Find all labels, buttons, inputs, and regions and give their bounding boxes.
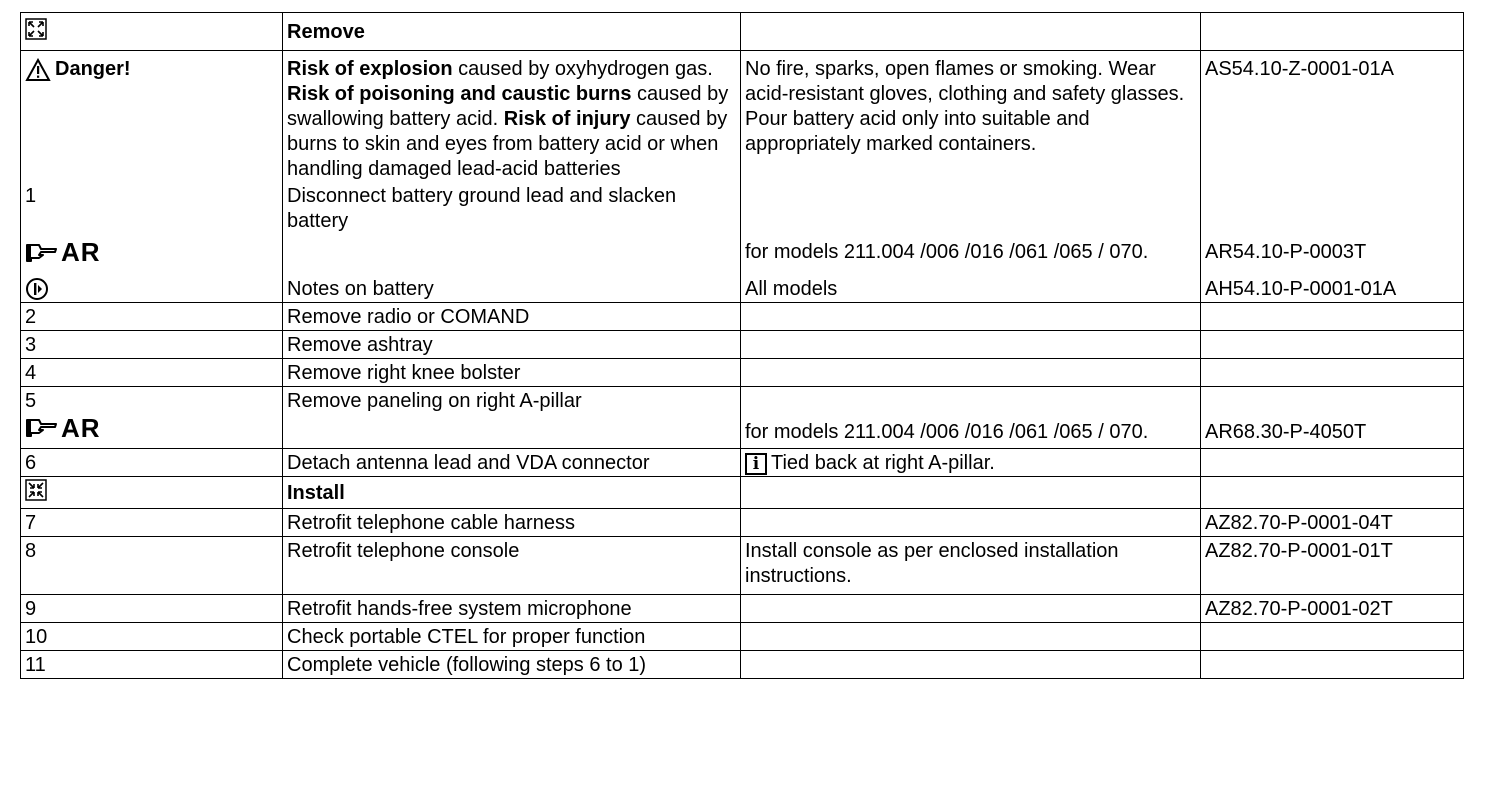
danger-label: Danger!	[25, 57, 131, 82]
step-number: 8	[21, 537, 283, 595]
step-note: Install console as per enclosed installation instructions.	[741, 537, 1201, 595]
step-text: Remove paneling on right A-pillar	[283, 386, 741, 414]
step-ref: AZ82.70-P-0001-02T	[1201, 595, 1464, 623]
install-symbol-cell	[21, 477, 283, 509]
step-ref: AZ82.70-P-0001-01T	[1201, 537, 1464, 595]
ar-row	[21, 234, 1464, 271]
table-row	[21, 595, 1464, 623]
step-text: Detach antenna lead and VDA connector	[283, 449, 741, 477]
remove-symbol-cell	[21, 13, 283, 51]
table-row	[21, 330, 1464, 358]
notes-note: All models	[741, 271, 1201, 303]
section-title-install: Install	[283, 477, 741, 509]
notes-row	[21, 271, 1464, 303]
step-number: 10	[21, 623, 283, 651]
table-row	[21, 13, 1464, 51]
step-number: 11	[21, 651, 283, 679]
ar-ref: AR68.30-P-4050T	[1201, 414, 1464, 449]
table-row	[21, 651, 1464, 679]
ar-note: for models 211.004 /006 /016 /061 /065 / 070.	[741, 234, 1201, 271]
ar-row	[21, 414, 1464, 449]
step-text: Complete vehicle (following steps 6 to 1)	[283, 651, 741, 679]
ar-ref: AR54.10-P-0003T	[1201, 234, 1464, 271]
section-title-remove: Remove	[283, 13, 741, 51]
pointing-hand-icon	[25, 242, 59, 264]
step-text: Check portable CTEL for proper function	[283, 623, 741, 651]
step-text: Remove right knee bolster	[283, 358, 741, 386]
danger-row	[21, 51, 1464, 183]
info-icon: i	[745, 453, 767, 475]
table-row	[21, 537, 1464, 595]
notes-text: Notes on battery	[283, 271, 741, 303]
step-number: 1	[21, 182, 283, 234]
table-row	[21, 509, 1464, 537]
step-text: Retrofit telephone console	[283, 537, 741, 595]
step-text: Retrofit hands-free system microphone	[283, 595, 741, 623]
install-icon	[25, 479, 47, 508]
step-ref: AZ82.70-P-0001-04T	[1201, 509, 1464, 537]
ar-note: for models 211.004 /006 /016 /061 /065 / 070.	[741, 414, 1201, 449]
danger-text: Risk of explosion caused by oxyhydrogen gas. Risk of poisoning and caustic burns caused by swallowing battery acid. Risk of injury caused by burns to skin and eyes from battery acid or when handling damaged lead-acid batteries	[283, 51, 741, 183]
warning-triangle-icon	[25, 58, 51, 82]
step-number: 9	[21, 595, 283, 623]
step-text: Disconnect battery ground lead and slacken battery	[283, 182, 741, 234]
step-number: 4	[21, 358, 283, 386]
table-row	[21, 182, 1464, 234]
step-number: 6	[21, 449, 283, 477]
step-number: 2	[21, 302, 283, 330]
step-text: Remove ashtray	[283, 330, 741, 358]
step-text: Retrofit telephone cable harness	[283, 509, 741, 537]
step-number: 3	[21, 330, 283, 358]
table-row	[21, 449, 1464, 477]
notes-ref: AH54.10-P-0001-01A	[1201, 271, 1464, 303]
procedure-table	[20, 12, 1464, 679]
notes-info-icon	[25, 277, 49, 301]
step-note: i Tied back at right A-pillar.	[741, 449, 1201, 477]
table-row	[21, 477, 1464, 509]
ar-label: AR	[25, 240, 101, 265]
table-row	[21, 358, 1464, 386]
step-number: 5	[21, 386, 283, 414]
ar-label: AR	[25, 416, 101, 441]
table-row	[21, 386, 1464, 414]
step-number: 7	[21, 509, 283, 537]
pointing-hand-icon	[25, 417, 59, 439]
table-row	[21, 302, 1464, 330]
danger-remedy: No fire, sparks, open flames or smoking. Wear acid-resistant gloves, clothing and safety glasses. Pour battery acid only into suitable and appropriately marked containers.	[741, 51, 1201, 183]
table-row	[21, 623, 1464, 651]
danger-ref: AS54.10-Z-0001-01A	[1201, 51, 1464, 183]
remove-icon	[25, 18, 47, 47]
step-text: Remove radio or COMAND	[283, 302, 741, 330]
